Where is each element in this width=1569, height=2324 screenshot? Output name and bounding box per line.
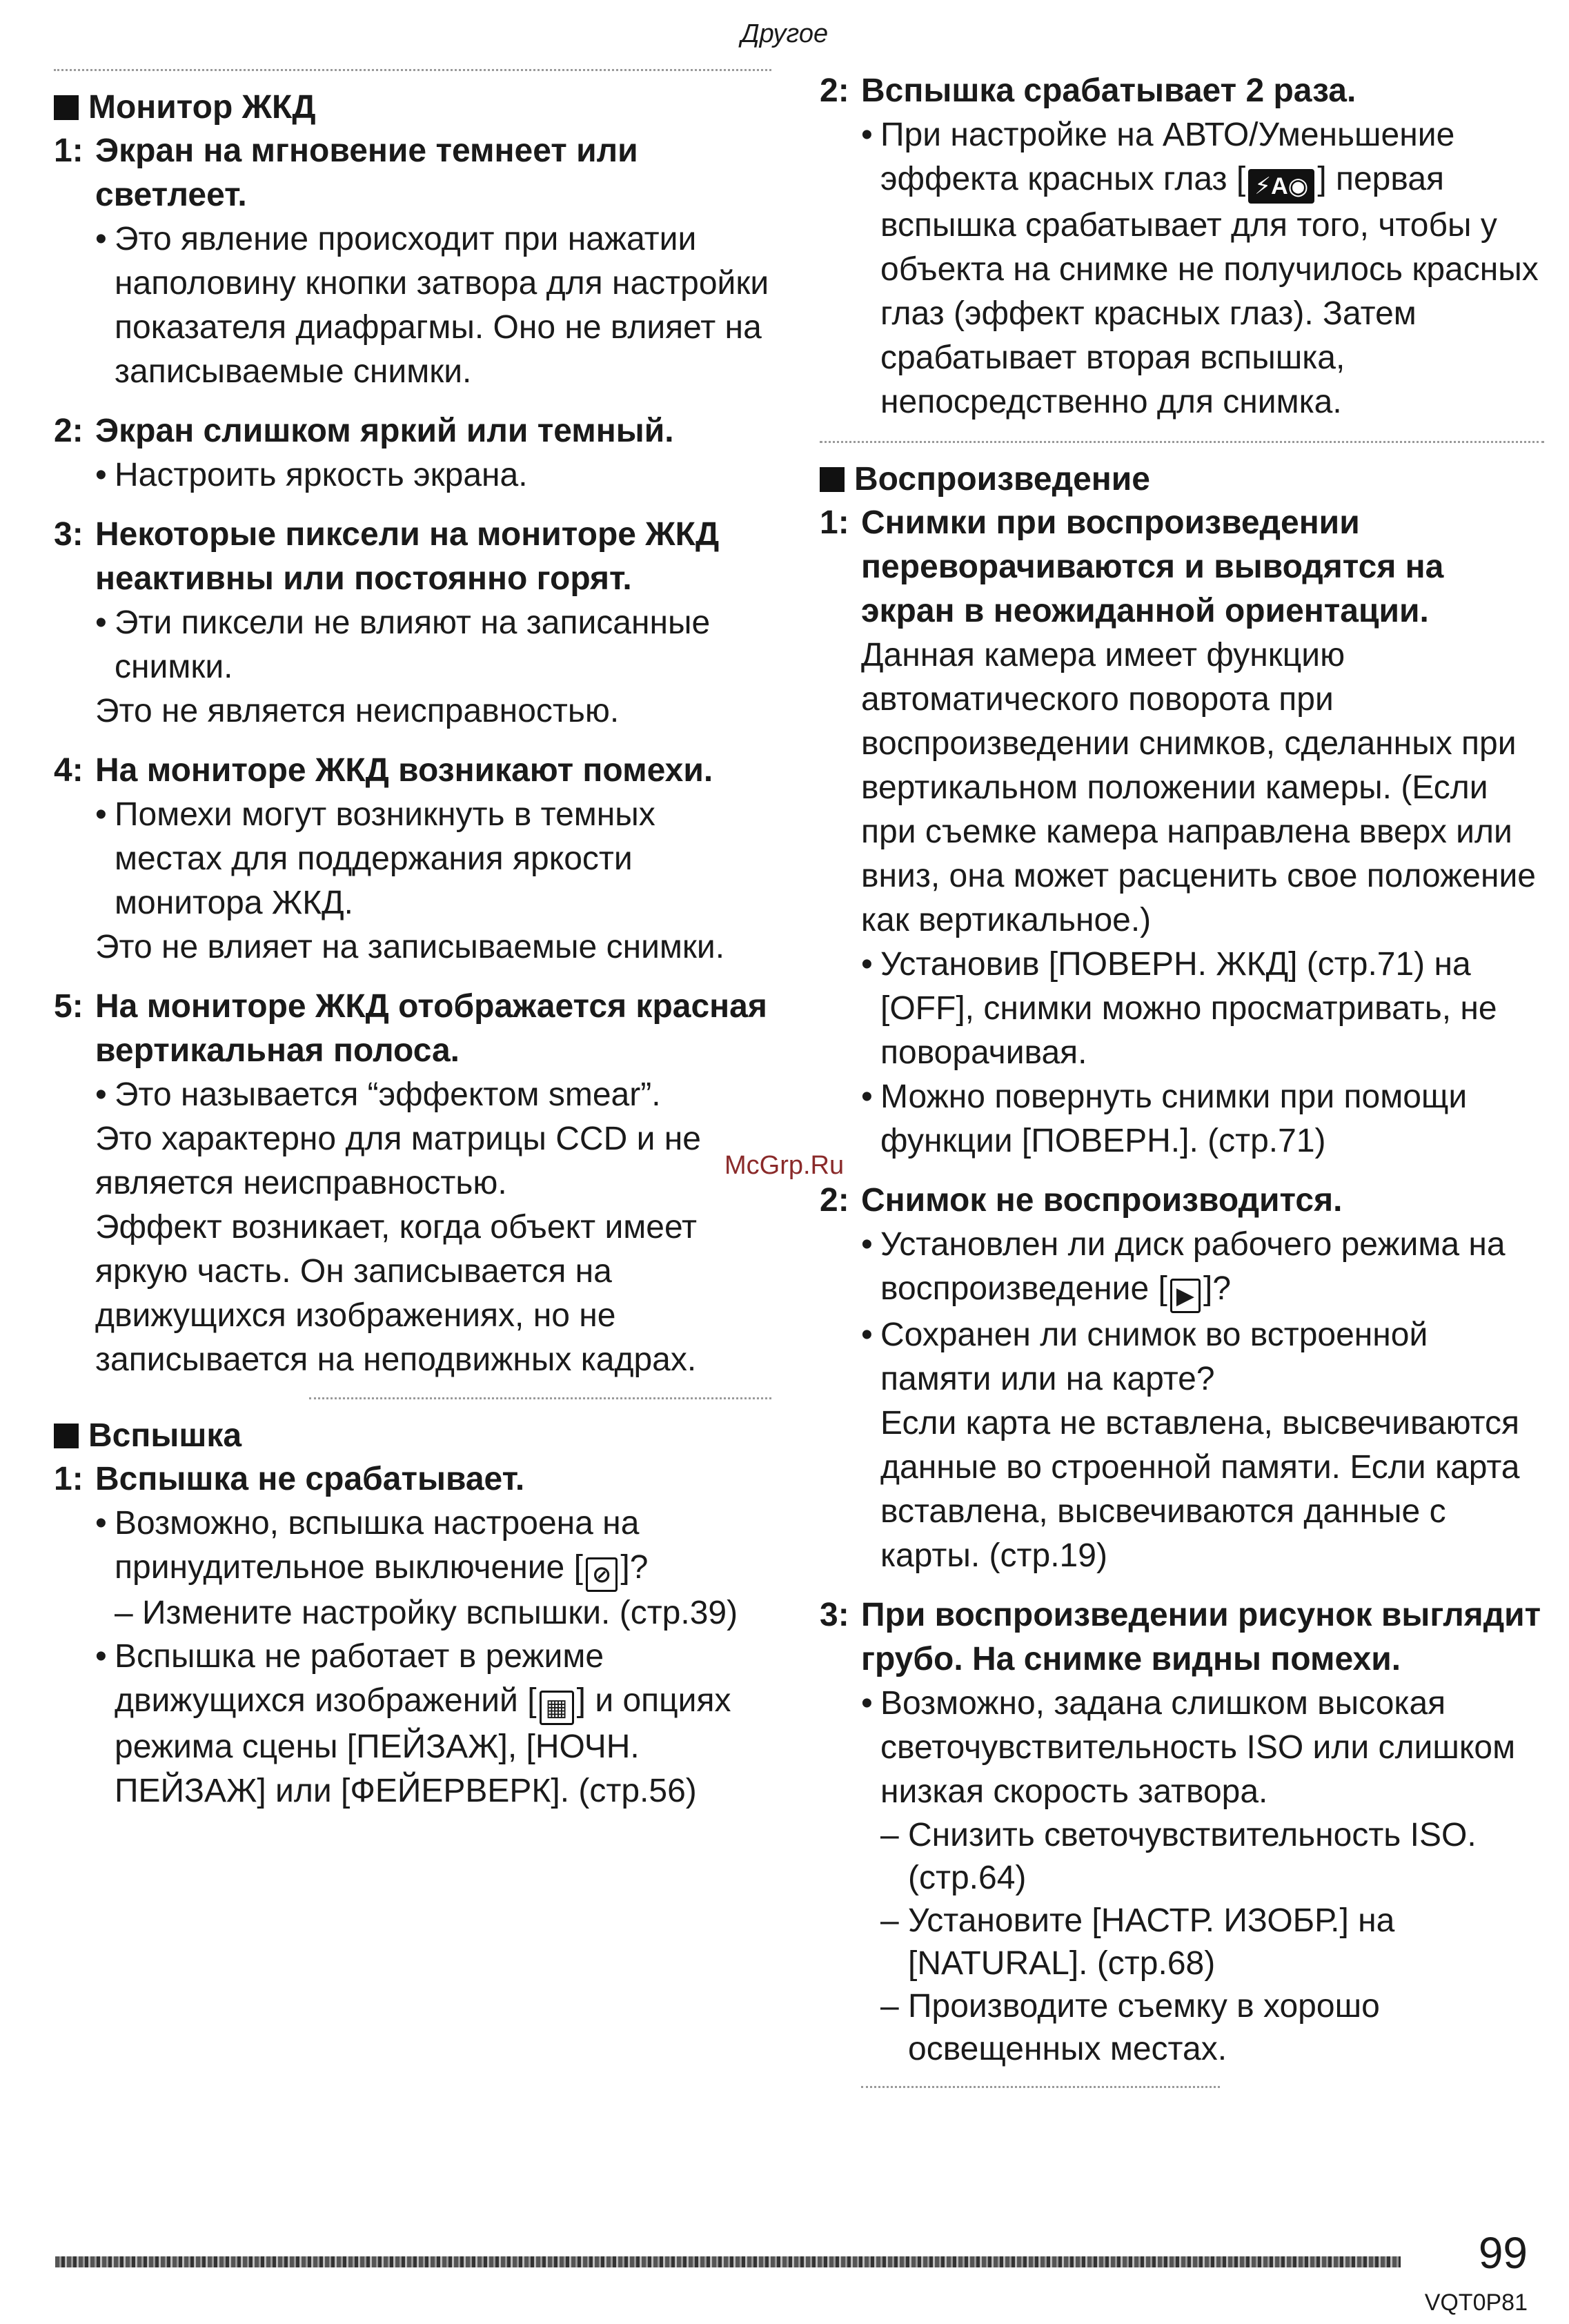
question-playback-2: 2: Снимок не воспроизводится. <box>820 1182 1343 1219</box>
footer-band <box>55 2256 1401 2267</box>
square-bullet-icon <box>54 1424 79 1448</box>
paragraph: Если карта не вставлена, высвечиваются данные во строенной памяти. Если карта вставлена, высвечиваются данные с карты. (стр.19) <box>880 1405 1520 1574</box>
bullet: • Установив [ПОВЕРН. ЖКД] (стр.71) на [OFF], снимки можно просматривать, не поворачивая. <box>861 946 1497 1071</box>
bullet: • Можно повернуть снимки при помощи функции [ПОВЕРН.]. (стр.71) <box>861 1079 1468 1159</box>
page-code: VQT0P81 <box>1424 2289 1528 2316</box>
question-monitor-3: 3: Некоторые пиксели на мониторе ЖКД неактивны или постоянно горят. <box>54 516 720 597</box>
dash-item: – Снизить светочувствительность ISO. (стр.64) <box>880 1817 1477 1896</box>
dash-item: – Измените настройку вспышки. (стр.39) <box>115 1595 738 1631</box>
page-header: Другое <box>740 19 829 48</box>
bullet: • Настроить яркость экрана. <box>95 457 528 493</box>
question-flash-1: 1: Вспышка не срабатывает. <box>54 1461 525 1497</box>
divider <box>861 2086 1220 2088</box>
bullet: • Это явление происходит при нажатии наполовину кнопки затвора для настройки показателя диафрагмы. Оно не влияет на записываемые снимки. <box>95 221 769 390</box>
question-monitor-5: 5: На мониторе ЖКД отображается красная вертикальная полоса. <box>54 988 767 1069</box>
divider <box>820 441 1544 443</box>
paragraph: Это не влияет на записываемые снимки. <box>95 929 725 965</box>
bullet: • При настройке на АВТО/Уменьшение эффекта красных глаз [ ⚡A◉ ] первая вспышка срабатывает для того, чтобы у объекта на снимке не получилось красных глаз (эффект красных глаз). Затем срабатывает вторая вспышка, непосредственно для снимка. <box>861 117 1539 420</box>
play-icon: ▶ <box>1170 1279 1201 1313</box>
dash-item: – Установите [НАСТР. ИЗОБР.] на [NATURAL]. (стр.68) <box>880 1902 1395 1982</box>
square-bullet-icon <box>54 95 79 120</box>
bullet: • Возможно, задана слишком высокая светочувствительность ISO или слишком низкая скорость затвора. <box>861 1685 1516 1810</box>
paragraph: Это не является неисправностью. <box>95 693 620 729</box>
right-column <box>820 69 1544 2103</box>
red-eye-flash-icon: ⚡A◉ <box>1248 169 1314 204</box>
question-monitor-4: 4: На мониторе ЖКД возникают помехи. <box>54 752 713 789</box>
section-monitor-title: Монитор ЖКД <box>54 86 771 129</box>
divider <box>309 1397 771 1399</box>
bullet: • Вспышка не работает в режиме движущихся изображений [ ▦ ] и опциях режима сцены [ПЕЙЗАЖ], [НОЧН. ПЕЙЗАЖ] или [ФЕЙЕРВЕРК]. (стр.56) <box>95 1638 731 1809</box>
paragraph: Данная камера имеет функцию автоматического поворота при воспроизведении снимков, сделанных при вертикальном положении камеры. (Если при съемке камера направлена вверх или вниз, она может расценить свое положение как вертикальное.) <box>861 637 1536 938</box>
question-playback-1: 1: Снимки при воспроизведении переворачиваются и выводятся на экран в неожиданной ориентации. <box>820 504 1444 629</box>
section-playback-title: Воспроизведение <box>820 458 1544 501</box>
watermark: McGrp.Ru <box>724 1151 845 1180</box>
divider <box>54 69 771 71</box>
bullet: • Это называется “эффектом smear”. <box>95 1076 661 1113</box>
bullet: • Установлен ли диск рабочего режима на воспроизведение [ ▶ ]? <box>861 1223 1544 1313</box>
square-bullet-icon <box>820 467 845 492</box>
motion-picture-icon: ▦ <box>540 1691 574 1725</box>
paragraph: Эффект возникает, когда объект имеет яркую часть. Он записывается на движущихся изображениях, но не записывается на неподвижных кадрах. <box>95 1209 698 1378</box>
bullet: • Возможно, вспышка настроена на принудительное выключение [ ⊘ ]? <box>95 1501 771 1592</box>
paragraph: Это характерно для матрицы CCD и не является неисправностью. <box>95 1121 701 1201</box>
dash-item: – Производите съемку в хорошо освещенных местах. <box>880 1988 1380 2067</box>
question-monitor-2: 2: Экран слишком яркий или темный. <box>54 413 674 449</box>
page-number: 99 <box>1478 2228 1528 2278</box>
bullet: • Эти пиксели не влияют на записанные снимки. <box>95 604 711 685</box>
question-flash-2: 2: Вспышка срабатывает 2 раза. <box>820 72 1356 109</box>
flash-off-icon: ⊘ <box>586 1557 618 1592</box>
left-column <box>54 69 771 1813</box>
section-flash-title: Вспышка <box>54 1415 771 1457</box>
bullet: • Помехи могут возникнуть в темных местах для поддержания яркости монитора ЖКД. <box>95 796 655 921</box>
question-playback-3: 3: При воспроизведении рисунок выглядит грубо. На снимке видны помехи. <box>820 1597 1541 1677</box>
question-monitor-1: 1: Экран на мгновение темнеет или светлеет. <box>54 132 638 213</box>
bullet: • Сохранен ли снимок во встроенной памяти или на карте? <box>861 1317 1428 1397</box>
